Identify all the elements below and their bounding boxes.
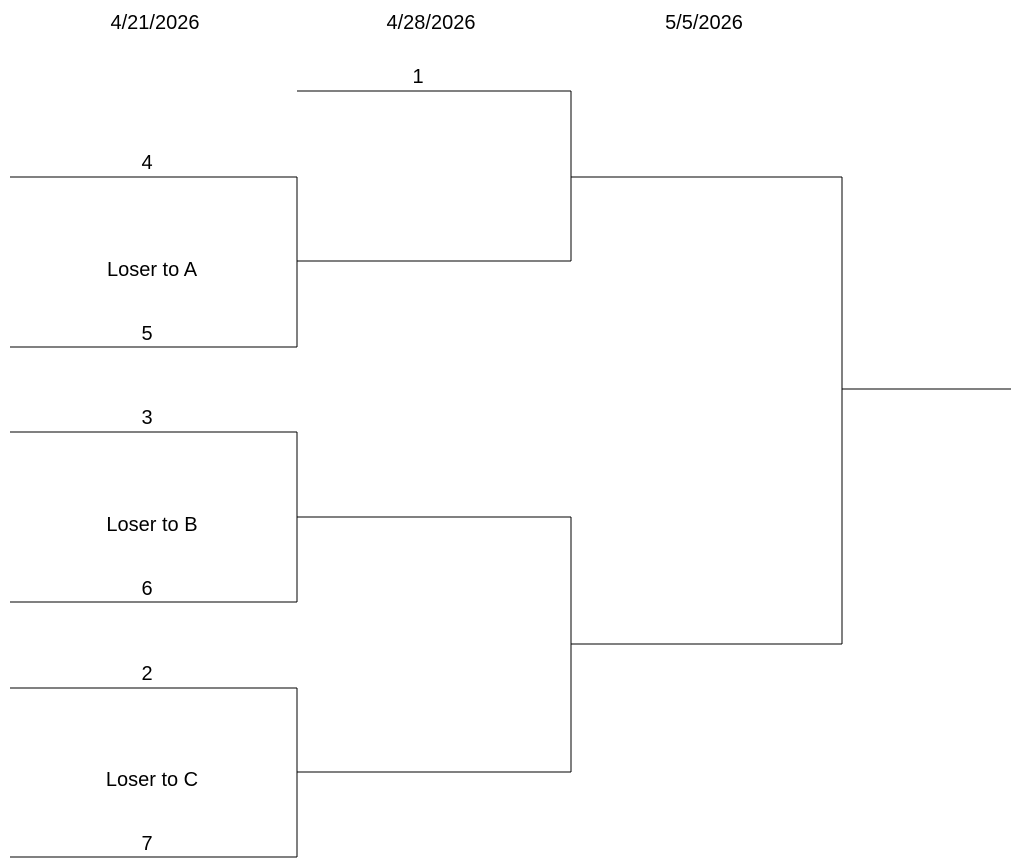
round-2-lower [297, 517, 571, 772]
round-3-final [571, 177, 1011, 644]
match-b-bottom-seed: 6 [141, 578, 153, 600]
bye-seed: 1 [412, 66, 424, 88]
match-b [10, 407, 297, 602]
round-2-upper [297, 91, 571, 261]
match-b-top-seed: 3 [141, 407, 153, 429]
match-a [10, 152, 297, 347]
round-3-date: 5/5/2026 [665, 12, 743, 34]
match-a-top-seed: 4 [141, 152, 153, 174]
match-c [10, 663, 297, 857]
match-c-bottom-seed: 7 [141, 833, 153, 855]
match-a-bottom-seed: 5 [141, 323, 153, 345]
match-b-note: Loser to B [106, 514, 198, 536]
round-2-date: 4/28/2026 [386, 12, 476, 34]
match-c-note: Loser to C [105, 769, 199, 791]
bye-slot [297, 66, 571, 91]
match-a-note: Loser to A [106, 259, 198, 281]
match-c-top-seed: 2 [141, 663, 153, 685]
round-1-date: 4/21/2026 [110, 12, 200, 34]
